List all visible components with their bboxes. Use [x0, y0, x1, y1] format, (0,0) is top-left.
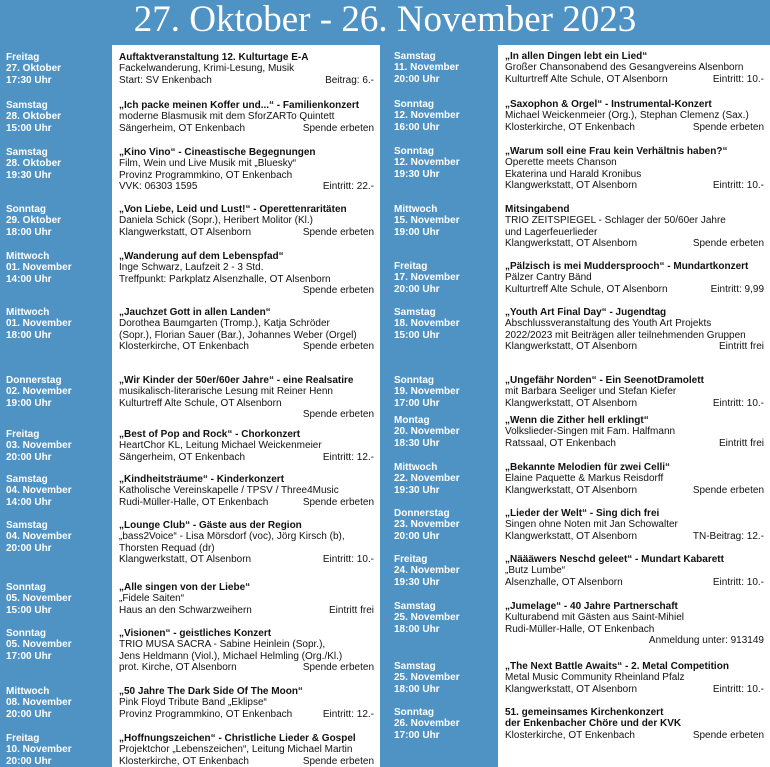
event-title: „Best of Pop and Rock“ - Chorkonzert [119, 429, 301, 440]
event-time: 17:00 Uhr [6, 650, 52, 662]
event-price: Spende erbeten [302, 226, 374, 238]
event-weekday: Mittwoch [394, 204, 438, 215]
event-date: 02. November [6, 386, 72, 398]
event-entry [505, 601, 764, 647]
event-price: Eintritt frei [328, 604, 374, 616]
event-venue-row [119, 341, 374, 352]
event-entry [505, 707, 764, 741]
event-venue: Ratssaal, OT Enkenbach [505, 437, 616, 449]
event-detail: Elaine Paquette & Markus Reisdorff [505, 473, 664, 485]
event-venue-row [505, 485, 764, 496]
event-weekday: Samstag [6, 520, 48, 531]
event-date-block [394, 261, 460, 295]
event-title: „Pälzisch is mei Muddersprooch“ - Mundartkonzert [505, 261, 749, 272]
event-venue-row [505, 238, 764, 249]
right-column [388, 45, 770, 767]
event-title: „Bekannte Melodien für zwei Celli“ [505, 462, 671, 473]
event-detail: Pink Floyd Tribute Band „Eklipse“ [119, 697, 267, 709]
event-date-block [394, 554, 460, 588]
event-time: 18:00 Uhr [6, 226, 52, 238]
event-date-block [6, 204, 61, 238]
event-time: 17:00 Uhr [394, 397, 440, 409]
event-title: „50 Jahre The Dark Side Of The Moon“ [119, 686, 303, 697]
event-date: 12. November [394, 157, 460, 169]
event-entry [119, 307, 374, 353]
event-date: 18. November [394, 318, 460, 330]
event-title: „Youth Art Final Day“ - Jugendtag [505, 307, 667, 318]
event-time: 18:00 Uhr [394, 683, 440, 695]
event-date-block [394, 204, 460, 238]
event-detail: Jens Heldmann (Viol.), Michael Helmling (Org./Kl.) [119, 650, 343, 662]
event-time: 15:00 Uhr [6, 122, 52, 134]
event-date-block [394, 415, 460, 449]
event-date: 11. November [394, 62, 460, 74]
event-detail: Pälzer Cantry Bänd [505, 272, 592, 284]
event-venue-row [505, 438, 764, 449]
event-detail: Kulturtreff Alte Schule, OT Alsenborn [119, 397, 282, 409]
event-detail: Katholische Vereinskapelle / TPSV / Three4Music [119, 485, 339, 497]
event-title: „Jumelage“ - 40 Jahre Partnerschaft [505, 601, 678, 612]
event-venue-row [505, 684, 764, 695]
event-title: „Lieder der Welt“ - Sing dich frei [505, 508, 660, 519]
event-date: 26. November [394, 718, 460, 730]
event-entry [119, 204, 374, 238]
event-price: Eintritt: 10.- [322, 554, 374, 566]
event-detail: Singen ohne Noten mit Jan Schowalter [505, 519, 678, 531]
event-detail: Großer Chansonabend des Gesangvereins Alsenborn [505, 62, 744, 74]
event-time: 19:00 Uhr [394, 226, 440, 238]
event-title: „Wanderung auf dem Lebenspfad“ [119, 251, 284, 262]
event-price: Eintritt: 10.- [712, 576, 764, 588]
event-time: 14:00 Uhr [6, 496, 52, 508]
event-entry [119, 686, 374, 720]
event-title: „Wir Kinder der 50er/60er Jahre“ - eine Realsatire [119, 375, 354, 386]
event-venue-row [119, 497, 374, 508]
event-title: „Alle singen von der Liebe“ [119, 582, 251, 593]
event-venue: Sängerheim, OT Enkenbach [119, 122, 246, 134]
event-detail: mit Barbara Seeliger und Stefan Kiefer [505, 386, 677, 398]
event-date: 17. November [394, 272, 460, 284]
event-price: Spende erbeten [302, 341, 374, 353]
event-entry [505, 375, 764, 409]
event-title: „Ungefähr Norden“ - Ein SeenotDramolett [505, 375, 704, 386]
event-detail: Abschlussveranstaltung des Youth Art Projekts [505, 318, 712, 330]
event-date: 01. November [6, 262, 72, 274]
event-title: Mitsingabend [505, 204, 570, 215]
event-date-block [394, 307, 460, 341]
event-venue-row [505, 284, 764, 295]
event-detail: Fackelwanderung, Krimi-Lesung, Musik [119, 63, 295, 75]
event-date-block [6, 307, 72, 341]
event-entry [119, 52, 374, 86]
event-time: 20:00 Uhr [6, 451, 52, 463]
event-time: 19:00 Uhr [6, 397, 52, 409]
event-venue: Provinz Programmkino, OT Enkenbach [119, 708, 293, 720]
event-time: 18:00 Uhr [394, 623, 440, 635]
event-time: 17:30 Uhr [6, 74, 52, 86]
event-entry [505, 261, 764, 295]
event-venue: Kulturtreff Alte Schule, OT Alsenborn [505, 283, 668, 295]
event-venue: Klangwerkstatt, OT Alsenborn [505, 530, 638, 542]
event-venue: Klangwerkstatt, OT Alsenborn [119, 554, 252, 566]
event-title: „Kino Vino“ - Cineastische Begegnungen [119, 147, 316, 158]
event-venue: Klangwerkstatt, OT Alsenborn [119, 226, 252, 238]
event-date-block [6, 628, 72, 662]
left-date-column [0, 45, 112, 767]
event-date-block [6, 100, 61, 134]
event-weekday: Samstag [6, 147, 48, 158]
event-weekday: Sonntag [394, 146, 434, 157]
event-venue: Klosterkirche, OT Enkenbach [505, 729, 635, 741]
event-date: 04. November [6, 485, 72, 497]
event-date: 20. November [394, 426, 460, 438]
event-venue: Haus an den Schwarzweihern [119, 604, 252, 616]
event-venue: Start: SV Enkenbach [119, 74, 212, 86]
event-venue: Rudi-Müller-Halle, OT Enkenbach [119, 496, 269, 508]
event-venue-row [119, 75, 374, 86]
event-detail: musikalisch-literarische Lesung mit Reiner Henn [119, 386, 333, 398]
event-title: „The Next Battle Awaits“ - 2. Metal Competition [505, 661, 729, 672]
event-venue: Klangwerkstatt, OT Alsenborn [505, 238, 638, 250]
event-time: 19:30 Uhr [394, 484, 440, 496]
event-venue: Klangwerkstatt, OT Alsenborn [505, 484, 638, 496]
event-time: 16:00 Uhr [394, 121, 440, 133]
event-price: Eintritt frei [718, 437, 764, 449]
event-entry [119, 733, 374, 767]
event-detail: Provinz Programmkino, OT Enkenbach [119, 169, 293, 181]
event-date: 05. November [6, 639, 72, 651]
event-title: „Von Liebe, Leid und Lust!“ - Operettenraritäten [119, 204, 347, 215]
event-date-block [394, 601, 460, 635]
event-date-block [6, 251, 72, 285]
event-detail: Film, Wein und Live Musik mit „Bluesky“ [119, 158, 297, 170]
event-detail: moderne Blasmusik mit dem SforZARTo Quintett [119, 111, 335, 123]
event-time: 19:30 Uhr [394, 168, 440, 180]
event-weekday: Donnerstag [6, 375, 62, 386]
event-detail: „bass2Voice“ - Lisa Mörsdorf (voc), Jörg Kirsch (b), [119, 531, 345, 543]
event-detail: „Fidele Saiten“ [119, 593, 185, 605]
event-title: 51. gemeinsames Kirchenkonzert [505, 707, 664, 718]
event-date: 22. November [394, 473, 460, 485]
event-venue: Klangwerkstatt, OT Alsenborn [505, 683, 638, 695]
event-detail: 2022/2023 mit Beiträgen aller teilnehmenden Gruppen [505, 329, 746, 341]
event-date-block [6, 474, 72, 508]
event-title: „Näääwers Neschd geleet“ - Mundart Kabarett [505, 554, 724, 565]
event-price: Spende erbeten [692, 121, 764, 133]
event-price: Spende erbeten [302, 496, 374, 508]
event-weekday: Freitag [394, 554, 428, 565]
event-price: Eintritt: 10.- [712, 397, 764, 409]
event-weekday: Sonntag [394, 707, 434, 718]
event-detail: Metal Music Community Rheinland Pfalz [505, 672, 685, 684]
event-venue-row [119, 756, 374, 767]
event-price: Eintritt: 12.- [322, 708, 374, 720]
event-title: „Saxophon & Orgel“ - Instrumental-Konzert [505, 99, 712, 110]
event-entry [505, 415, 764, 449]
event-date-block [6, 686, 72, 720]
event-weekday: Freitag [394, 261, 428, 272]
event-venue-row [119, 181, 374, 192]
event-detail: Operette meets Chanson [505, 157, 617, 169]
event-entry [119, 147, 374, 193]
event-venue-row [505, 577, 764, 588]
event-time: 20:00 Uhr [6, 755, 52, 767]
event-detail: Kulturabend mit Gästen aus Saint-Mihiel [505, 612, 684, 624]
event-date-block [6, 582, 72, 616]
event-price: Beitrag: 6.- [325, 74, 374, 86]
event-venue: Alsenzhalle, OT Alsenborn [505, 576, 623, 588]
event-weekday: Mittwoch [6, 307, 50, 318]
event-title: „Hoffnungszeichen“ - Christliche Lieder & Gospel [119, 733, 356, 744]
event-detail: Dorothea Baumgarten (Tromp.), Katja Schröder [119, 318, 330, 330]
event-weekday: Mittwoch [394, 462, 438, 473]
event-detail: Rudi-Müller-Halle, OT Enkenbach [505, 623, 655, 635]
event-weekday: Mittwoch [6, 251, 50, 262]
event-venue-row [119, 709, 374, 720]
event-venue: VVK: 06303 1595 [119, 181, 198, 193]
event-time: 20:00 Uhr [394, 530, 440, 542]
event-entry [505, 146, 764, 192]
event-title: „In allen Dingen lebt ein Lied“ [505, 51, 648, 62]
event-title: „Jauchzet Gott in allen Landen“ [119, 307, 271, 318]
event-detail: Thorsten Requad (dr) [119, 542, 215, 554]
event-time: 18:30 Uhr [394, 437, 440, 449]
event-title: der Enkenbacher Chöre und der KVK [505, 718, 682, 730]
event-detail: Volkslieder-Singen mit Fam. Halfmann [505, 426, 676, 438]
event-time: 19:30 Uhr [394, 576, 440, 588]
event-weekday: Freitag [6, 733, 40, 744]
event-entry [505, 204, 764, 250]
event-weekday: Mittwoch [6, 686, 50, 697]
event-venue: prot. Kirche, OT Alsenborn [119, 662, 237, 674]
event-venue-row [119, 123, 374, 134]
event-entry [505, 462, 764, 496]
event-price: Spende erbeten [692, 729, 764, 741]
event-price: Eintritt: 10.- [712, 180, 764, 192]
event-time: 15:00 Uhr [6, 604, 52, 616]
event-date-block [6, 375, 72, 409]
event-price: Eintritt: 22.- [322, 181, 374, 193]
event-title: „Kindheitsträume“ - Kinderkonzert [119, 474, 285, 485]
event-entry [119, 429, 374, 463]
event-date: 28. Oktober [6, 158, 62, 170]
event-date-block [394, 375, 460, 409]
event-venue: Klosterkirche, OT Enkenbach [505, 121, 635, 133]
event-entry [505, 508, 764, 542]
event-weekday: Sonntag [394, 99, 434, 110]
event-price: Spende erbeten [302, 285, 374, 297]
event-entry [505, 99, 764, 133]
event-date-block [394, 146, 460, 180]
event-detail: Projektchor „Lebenszeichen“, Leitung Michael Martin [119, 744, 353, 756]
event-title: „Wenn die Zither hell erklingt“ [505, 415, 649, 426]
event-time: 18:00 Uhr [6, 329, 52, 341]
event-date-block [6, 733, 72, 767]
event-date: 15. November [394, 215, 460, 227]
event-price: Eintritt: 9,99 [710, 283, 764, 295]
event-date: 05. November [6, 593, 72, 605]
event-entry [119, 582, 374, 616]
event-time: 19:30 Uhr [6, 169, 52, 181]
event-weekday: Samstag [394, 601, 436, 612]
event-weekday: Montag [394, 415, 430, 426]
event-time: 17:00 Uhr [394, 729, 440, 741]
event-entry [505, 554, 764, 588]
left-column [0, 45, 385, 767]
event-detail: TRIO MUSA SACRA - Sabine Heinlein (Sopr.), [119, 639, 326, 651]
event-venue-row [505, 341, 764, 352]
event-venue-row [505, 398, 764, 409]
event-detail: Treffpunkt: Parkplatz Alsenzhalle, OT Alsenborn [119, 273, 331, 285]
event-detail: und Lagerfeuerlieder [505, 226, 598, 238]
event-detail: Inge Schwarz, Laufzeit 2 - 3 Std. [119, 262, 264, 274]
event-price: Spende erbeten [302, 122, 374, 134]
event-date-block [394, 707, 460, 741]
event-date: 25. November [394, 612, 460, 624]
event-price: Anmeldung unter: 913149 [648, 635, 764, 647]
event-price: Spende erbeten [692, 484, 764, 496]
event-time: 14:00 Uhr [6, 273, 52, 285]
event-weekday: Samstag [394, 307, 436, 318]
right-date-column [388, 45, 498, 767]
event-price: Spende erbeten [302, 409, 374, 421]
event-date: 08. November [6, 697, 72, 709]
event-entry [119, 628, 374, 674]
event-date-block [6, 429, 72, 463]
event-price: Spende erbeten [302, 662, 374, 674]
event-weekday: Donnerstag [394, 508, 450, 519]
event-price: Spende erbeten [692, 238, 764, 250]
event-date: 19. November [394, 386, 460, 398]
event-entry [119, 375, 374, 421]
event-venue: Sängerheim, OT Enkenbach [119, 451, 246, 463]
page-title: 27. Oktober - 26. November 2023 [133, 0, 637, 40]
event-weekday: Sonntag [6, 204, 46, 215]
event-date-block [6, 520, 72, 554]
event-date-block [6, 52, 61, 86]
event-venue-row [505, 531, 764, 542]
event-detail: Daniela Schick (Sopr.), Heribert Molitor (Kl.) [119, 215, 313, 227]
event-date-block [394, 99, 460, 133]
event-venue: Kulturtreff Alte Schule, OT Alsenborn [505, 73, 668, 85]
event-entry [119, 520, 374, 566]
event-title: „Visionen“ - geistliches Konzert [119, 628, 272, 639]
event-date: 03. November [6, 440, 72, 452]
event-date: 28. Oktober [6, 111, 62, 123]
event-date: 24. November [394, 565, 460, 577]
event-date-block [394, 508, 460, 542]
event-venue-row [119, 452, 374, 463]
event-venue-row [119, 554, 374, 565]
event-weekday: Sonntag [6, 628, 46, 639]
event-venue-row [505, 74, 764, 85]
event-date-block [394, 462, 460, 496]
event-price: Spende erbeten [302, 755, 374, 767]
event-date: 27. Oktober [6, 63, 62, 75]
left-events-panel [112, 45, 380, 767]
event-date: 12. November [394, 110, 460, 122]
event-date: 04. November [6, 531, 72, 543]
event-venue-row [119, 605, 374, 616]
event-date: 01. November [6, 318, 72, 330]
event-time: 15:00 Uhr [394, 329, 440, 341]
event-date: 23. November [394, 519, 460, 531]
event-price: Eintritt frei [718, 341, 764, 353]
event-venue: Klosterkirche, OT Enkenbach [119, 341, 249, 353]
event-title: „Warum soll eine Frau kein Verhältnis haben?“ [505, 146, 728, 157]
event-weekday: Freitag [6, 429, 40, 440]
event-time: 20:00 Uhr [6, 542, 52, 554]
event-weekday: Samstag [394, 661, 436, 672]
event-venue: Klangwerkstatt, OT Alsenborn [505, 180, 638, 192]
event-weekday: Samstag [394, 51, 436, 62]
event-time: 20:00 Uhr [394, 73, 440, 85]
event-detail: „Butz Lumbe“ [505, 565, 566, 577]
event-venue-row [505, 180, 764, 191]
event-detail: (Sopr.), Florian Sauer (Bar.), Johannes Weber (Orgel) [119, 329, 357, 341]
event-weekday: Freitag [6, 52, 40, 63]
event-date: 29. Oktober [6, 215, 62, 227]
event-entry [505, 51, 764, 85]
event-detail: Ekaterina und Harald Kronibus [505, 168, 642, 180]
event-date: 25. November [394, 672, 460, 684]
event-entry [505, 661, 764, 695]
event-entry [505, 307, 764, 353]
event-venue-row [505, 730, 764, 741]
event-time: 20:00 Uhr [6, 708, 52, 720]
event-price: TN-Beitrag: 12.- [692, 530, 764, 542]
event-entry [119, 100, 374, 134]
event-weekday: Samstag [6, 100, 48, 111]
event-venue: Klangwerkstatt, OT Alsenborn [505, 397, 638, 409]
event-title: „Ich packe meinen Koffer und...“ - Familienkonzert [119, 100, 360, 111]
event-weekday: Sonntag [6, 582, 46, 593]
event-venue: Klangwerkstatt, OT Alsenborn [505, 341, 638, 353]
event-date-block [394, 661, 460, 695]
event-price: Eintritt: 12.- [322, 451, 374, 463]
event-title: Auftaktveranstaltung 12. Kulturtage E-A [119, 52, 309, 63]
event-entry [119, 474, 374, 508]
event-detail: TRIO ZEITSPIEGEL - Schlager der 50/60er Jahre [505, 215, 726, 227]
event-time: 20:00 Uhr [394, 283, 440, 295]
event-venue-row [119, 662, 374, 673]
event-venue-row [119, 227, 374, 238]
event-detail: Michael Weickenmeier (Org.), Stephan Clemenz (Sax.) [505, 110, 749, 122]
event-weekday: Samstag [6, 474, 48, 485]
right-events-panel [498, 45, 770, 767]
event-detail: HeartChor KL, Leitung Michael Weickenmeier [119, 440, 322, 452]
event-venue-row [505, 122, 764, 133]
event-price: Eintritt: 10.- [712, 73, 764, 85]
event-date-block [394, 51, 459, 85]
event-title: „Lounge Club“ - Gäste aus der Region [119, 520, 302, 531]
event-entry [119, 251, 374, 297]
event-weekday: Sonntag [394, 375, 434, 386]
event-price: Eintritt: 10.- [712, 683, 764, 695]
event-date: 10. November [6, 744, 72, 756]
event-venue: Klosterkirche, OT Enkenbach [119, 755, 249, 767]
event-date-block [6, 147, 61, 181]
